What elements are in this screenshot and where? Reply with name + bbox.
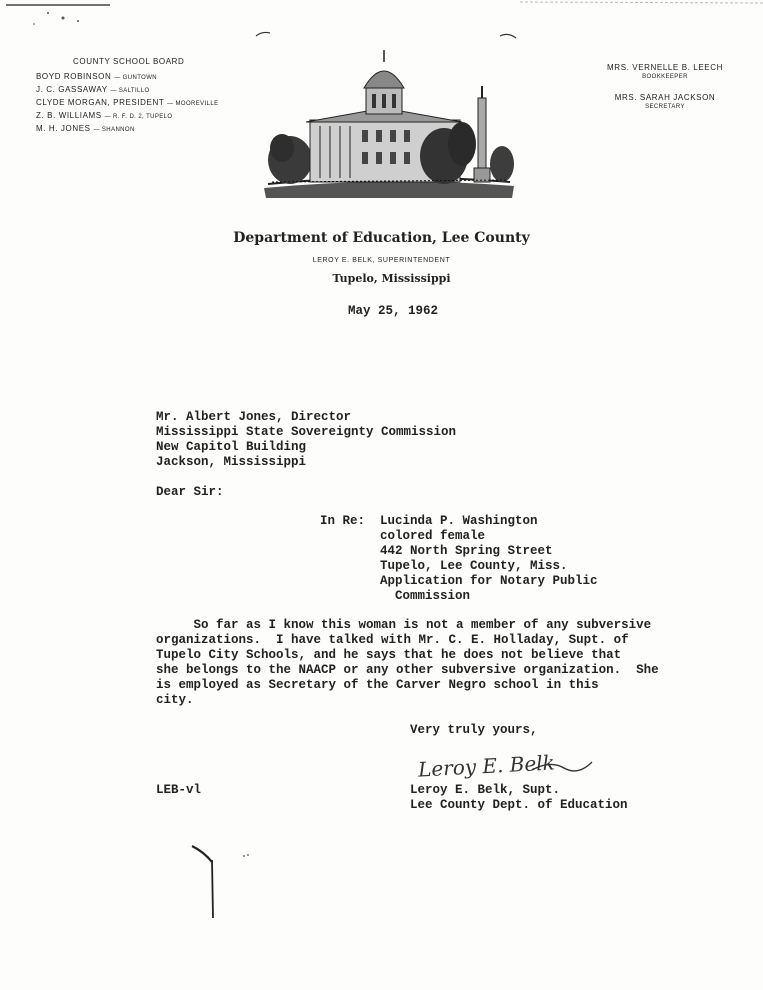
- signer-block: [410, 783, 628, 813]
- re-line: Application for Notary Public: [380, 574, 598, 588]
- city-line: Tupelo, Mississippi: [332, 272, 451, 285]
- body-line: Tupelo City Schools, and he says that he does not believe that: [156, 648, 622, 662]
- handwritten-signature: Leroy E. Belk: [417, 750, 556, 782]
- staff-title: BOOKKEEPER: [642, 74, 688, 80]
- signer-title: Lee County Dept. of Education: [410, 798, 628, 812]
- reference-initials: LEB-vl: [156, 783, 202, 797]
- body-paragraph: [156, 618, 659, 708]
- staff-name: MRS. SARAH JACKSON: [614, 93, 716, 102]
- re-details: [380, 514, 598, 604]
- re-line: Tupelo, Lee County, Miss.: [380, 559, 568, 573]
- department-name: Department of Education, Lee County: [233, 230, 530, 246]
- re-line: colored female: [380, 529, 486, 543]
- pen-mark: [186, 838, 256, 922]
- board-member: BOYD ROBINSON — GUNTOWN: [36, 72, 158, 81]
- address-line: Jackson, Mississippi: [156, 455, 307, 469]
- body-line: organizations. I have talked with Mr. C. E. Holladay, Supt. of: [156, 633, 629, 647]
- board-member: Z. B. WILLIAMS — R. F. D. 2, TUPELO: [36, 111, 173, 120]
- re-line: Lucinda P. Washington: [380, 514, 538, 528]
- courthouse-illustration: [262, 48, 517, 200]
- staff-block: [590, 63, 740, 110]
- re-label: In Re:: [320, 514, 366, 528]
- board-member: M. H. JONES — SHANNON: [36, 124, 135, 133]
- body-line: So far as I know this woman is not a member of any subversive: [156, 618, 652, 632]
- board-member: CLYDE MORGAN, PRESIDENT — MOOREVILLE: [36, 98, 219, 107]
- recipient-address: [156, 410, 456, 470]
- address-line: New Capitol Building: [156, 440, 307, 454]
- scan-marks: [0, 0, 763, 40]
- body-line: she belongs to the NAACP or any other subversive organization. She: [156, 663, 659, 677]
- address-line: Mississippi State Sovereignty Commission: [156, 425, 457, 439]
- salutation: Dear Sir:: [156, 485, 224, 499]
- body-line: is employed as Secretary of the Carver Negro school in this: [156, 678, 599, 692]
- body-line: city.: [156, 693, 194, 707]
- board-member-list: [36, 71, 219, 136]
- closing: Very truly yours,: [410, 723, 538, 737]
- staff-title: SECRETARY: [645, 104, 685, 110]
- signer-name: Leroy E. Belk, Supt.: [410, 783, 561, 797]
- superintendent-line: LEROY E. BELK, SUPERINTENDENT: [312, 257, 451, 264]
- staff-name: MRS. VERNELLE B. LEECH: [607, 63, 723, 72]
- signature-flourish: [530, 756, 594, 776]
- letter-date: May 25, 1962: [348, 304, 439, 318]
- board-member: J. C. GASSAWAY — SALTILLO: [36, 85, 150, 94]
- board-heading: COUNTY SCHOOL BOARD: [73, 57, 185, 66]
- address-line: Mr. Albert Jones, Director: [156, 410, 352, 424]
- re-line: 442 North Spring Street: [380, 544, 553, 558]
- re-line: Commission: [380, 589, 471, 603]
